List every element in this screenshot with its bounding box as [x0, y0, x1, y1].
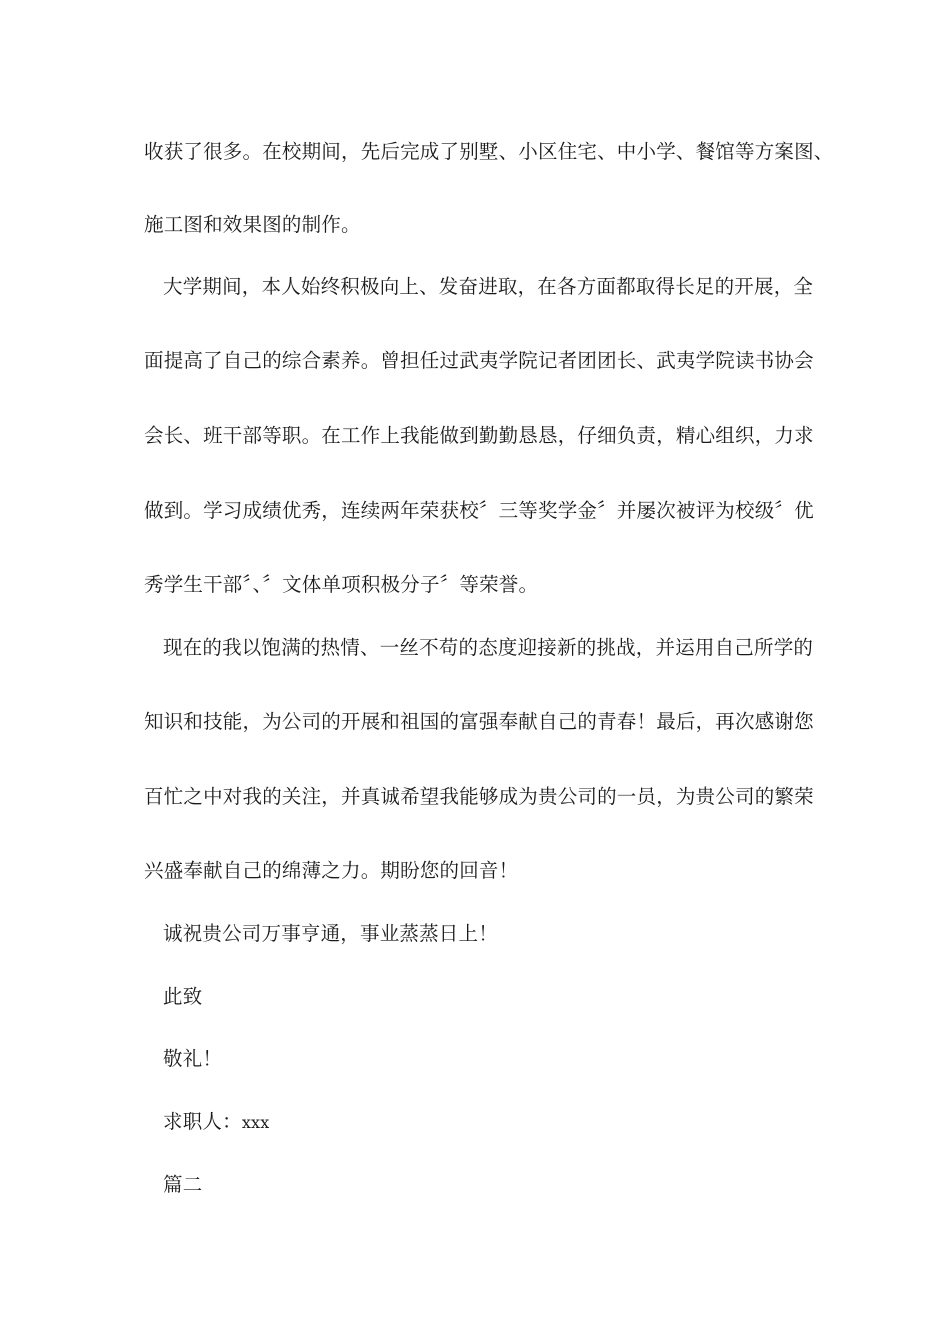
paragraph-2-line-5: 秀学生干部〞、〞文体单项积极分子〞等荣誉。	[144, 573, 539, 596]
paragraph-2-line-2: 面提高了自己的综合素养。曾担任过武夷学院记者团团长、武夷学院读书协会	[144, 349, 814, 372]
paragraph-3-line-1: 现在的我以饱满的热情、一丝不苟的态度迎接新的挑战，并运用自己所学的	[163, 636, 814, 659]
paragraph-2-line-4: 做到。学习成绩优秀，连续两年荣获校〞三等奖学金〞并屡次被评为校级〞优	[144, 499, 814, 522]
paragraph-3-line-4: 兴盛奉献自己的绵薄之力。期盼您的回音！	[144, 859, 519, 882]
paragraph-2-line-3: 会长、班干部等职。在工作上我能做到勤勤恳恳，仔细负责，精心组织，力求	[144, 424, 814, 447]
paragraph-3-line-2: 知识和技能，为公司的开展和祖国的富强奉献自己的青春！最后，再次感谢您	[144, 710, 814, 733]
paragraph-2-line-1: 大学期间，本人始终积极向上、发奋进取，在各方面都取得长足的开展，全	[163, 275, 814, 298]
signature-line	[163, 1108, 833, 1137]
signature-name: xxx	[241, 1113, 270, 1132]
paragraph-3-line-3: 百忙之中对我的关注，并真诚希望我能够成为贵公司的一员，为贵公司的繁荣	[144, 785, 814, 808]
wish-line: 诚祝贵公司万事亨通，事业蒸蒸日上！	[163, 922, 498, 945]
paragraph-1-line-2: 施工图和效果图的制作。	[144, 213, 361, 236]
signature-label: 求职人：	[163, 1110, 242, 1133]
closing-line-2: 敬礼！	[163, 1047, 223, 1070]
section-heading: 篇二	[163, 1173, 203, 1196]
paragraph-1-line-1: 收获了很多。在校期间，先后完成了别墅、小区住宅、中小学、餐馆等方案图、	[144, 140, 834, 163]
closing-line-1: 此致	[163, 985, 203, 1008]
